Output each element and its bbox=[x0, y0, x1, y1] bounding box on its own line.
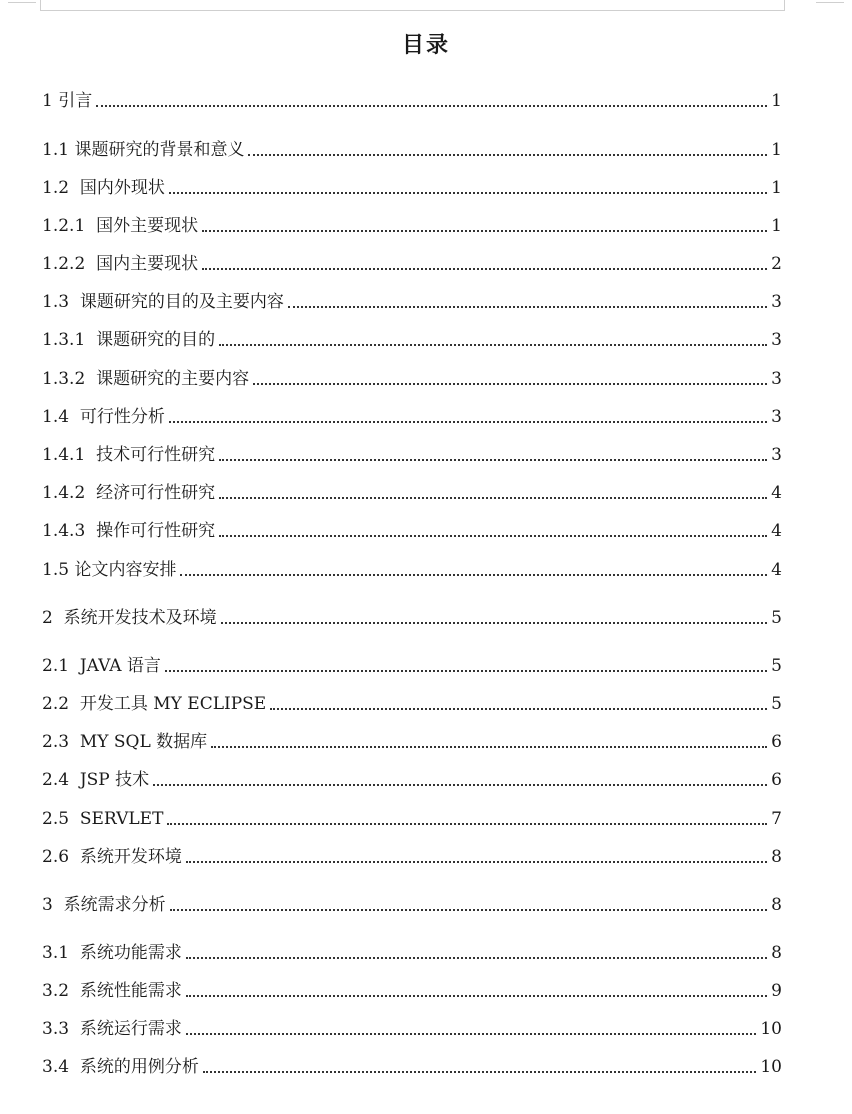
toc-dot-leader bbox=[202, 230, 767, 232]
toc-entry[interactable] bbox=[42, 767, 782, 791]
toc-entry[interactable] bbox=[42, 653, 782, 677]
page-corner-mark bbox=[8, 2, 36, 3]
toc-entry[interactable] bbox=[42, 1054, 782, 1078]
toc-dot-leader bbox=[186, 1033, 757, 1035]
toc-dot-leader bbox=[202, 268, 767, 270]
toc-entry-page: 9 bbox=[771, 981, 782, 1001]
toc-entry[interactable] bbox=[42, 327, 782, 351]
toc-entry-label: 3.2 系统性能需求 bbox=[42, 981, 182, 1001]
toc-entry-label: 3.3 系统运行需求 bbox=[42, 1019, 182, 1039]
toc-entry-page: 6 bbox=[771, 732, 782, 752]
toc-entry-page: 10 bbox=[760, 1019, 782, 1039]
toc-entry-page: 1 bbox=[771, 216, 782, 236]
toc-entry[interactable] bbox=[42, 137, 782, 161]
toc-entry-label: 1.4.1 技术可行性研究 bbox=[42, 445, 216, 465]
toc-entry[interactable] bbox=[42, 844, 782, 868]
toc-entry[interactable] bbox=[42, 366, 782, 390]
toc-dot-leader bbox=[219, 344, 767, 346]
toc-entry-page: 1 bbox=[771, 91, 782, 111]
toc-entry-label: 2.6 系统开发环境 bbox=[42, 847, 182, 867]
toc-entry-page: 1 bbox=[771, 140, 782, 160]
toc-entry-page: 10 bbox=[760, 1057, 782, 1077]
toc-dot-leader bbox=[186, 861, 767, 863]
toc-entry-page: 5 bbox=[771, 694, 782, 714]
toc-entry-page: 5 bbox=[771, 608, 782, 628]
toc-entry[interactable] bbox=[42, 806, 782, 830]
toc-entry-page: 1 bbox=[771, 178, 782, 198]
toc-dot-leader bbox=[221, 622, 768, 624]
toc-entry-label: 1.5 论文内容安排 bbox=[42, 560, 177, 580]
toc-entry-label: 1.4.3 操作可行性研究 bbox=[42, 521, 216, 541]
toc-entry-page: 3 bbox=[771, 330, 782, 350]
toc-entry-label: 1.3.2 课题研究的主要内容 bbox=[42, 369, 250, 389]
toc-entry-label: 3 系统需求分析 bbox=[42, 895, 166, 915]
page-border bbox=[40, 0, 785, 11]
toc-dot-leader bbox=[253, 383, 767, 385]
toc-entry-label: 1.3 课题研究的目的及主要内容 bbox=[42, 292, 284, 312]
toc-entry[interactable] bbox=[42, 729, 782, 753]
toc-entry[interactable] bbox=[42, 518, 782, 542]
toc-entry-label: 1.4 可行性分析 bbox=[42, 407, 165, 427]
toc-entry-page: 3 bbox=[771, 369, 782, 389]
toc-dot-leader bbox=[180, 574, 767, 576]
toc-entry-page: 8 bbox=[771, 943, 782, 963]
toc-entry[interactable] bbox=[42, 289, 782, 313]
toc-dot-leader bbox=[219, 459, 767, 461]
toc-entry-page: 3 bbox=[771, 407, 782, 427]
toc-entry-label: 2.4 JSP 技术 bbox=[42, 770, 150, 790]
toc-dot-leader bbox=[219, 497, 767, 499]
toc-title: 目录 bbox=[401, 33, 450, 58]
toc-entry[interactable] bbox=[42, 404, 782, 428]
toc-dot-leader bbox=[186, 957, 767, 959]
toc-dot-leader bbox=[248, 154, 767, 156]
toc-entry[interactable] bbox=[42, 88, 782, 112]
toc-entry-page: 3 bbox=[771, 292, 782, 312]
toc-entry-label: 2.2 开发工具 MY ECLIPSE bbox=[42, 694, 267, 714]
toc-dot-leader bbox=[169, 421, 767, 423]
toc-dot-leader bbox=[186, 995, 767, 997]
toc-entry-label: 2.1 JAVA 语言 bbox=[42, 656, 161, 676]
toc-entry-label: 2 系统开发技术及环境 bbox=[42, 608, 217, 628]
toc-entry-label: 1.2.1 国外主要现状 bbox=[42, 216, 199, 236]
toc-dot-leader bbox=[288, 306, 767, 308]
toc-entry[interactable] bbox=[42, 892, 782, 916]
toc-entry-label: 3.1 系统功能需求 bbox=[42, 943, 182, 963]
toc-entry[interactable] bbox=[42, 442, 782, 466]
toc-entry-label: 1.4.2 经济可行性研究 bbox=[42, 483, 216, 503]
toc-entry-page: 5 bbox=[771, 656, 782, 676]
toc-entry-page: 7 bbox=[771, 809, 782, 829]
toc-entry[interactable] bbox=[42, 251, 782, 275]
toc-entry-label: 1 引言 bbox=[42, 91, 93, 111]
page-corner-mark bbox=[816, 2, 844, 3]
toc-entry[interactable] bbox=[42, 213, 782, 237]
toc-dot-leader bbox=[270, 708, 767, 710]
toc-entry[interactable] bbox=[42, 691, 782, 715]
toc-entry-label: 1.3.1 课题研究的目的 bbox=[42, 330, 216, 350]
toc-dot-leader bbox=[170, 909, 768, 911]
toc-entry-page: 4 bbox=[771, 560, 782, 580]
toc-entry-label: 1.2.2 国内主要现状 bbox=[42, 254, 199, 274]
toc-dot-leader bbox=[153, 784, 767, 786]
toc-dot-leader bbox=[167, 823, 767, 825]
toc-entry-page: 6 bbox=[771, 770, 782, 790]
toc-entry-label: 1.2 国内外现状 bbox=[42, 178, 165, 198]
toc-entry[interactable] bbox=[42, 940, 782, 964]
toc-entry[interactable] bbox=[42, 175, 782, 199]
toc-entry-label: 1.1 课题研究的背景和意义 bbox=[42, 140, 245, 160]
toc-dot-leader bbox=[219, 535, 767, 537]
toc-entry-page: 3 bbox=[771, 445, 782, 465]
toc-entry-label: 2.5 SERVLET bbox=[42, 809, 164, 829]
toc-entry[interactable] bbox=[42, 557, 782, 581]
toc-entry[interactable] bbox=[42, 480, 782, 504]
toc-entry-page: 8 bbox=[771, 895, 782, 915]
toc-dot-leader bbox=[169, 192, 767, 194]
toc-dot-leader bbox=[165, 670, 767, 672]
toc-entry-page: 4 bbox=[771, 521, 782, 541]
toc-dot-leader bbox=[203, 1071, 757, 1073]
toc-entry[interactable] bbox=[42, 1016, 782, 1040]
toc-entry-page: 8 bbox=[771, 847, 782, 867]
toc-dot-leader bbox=[96, 105, 767, 107]
toc-entry-page: 4 bbox=[771, 483, 782, 503]
toc-entry-label: 2.3 MY SQL 数据库 bbox=[42, 732, 208, 752]
toc-dot-leader bbox=[211, 746, 767, 748]
toc-entry[interactable] bbox=[42, 605, 782, 629]
toc-entry[interactable] bbox=[42, 978, 782, 1002]
toc-entry-label: 3.4 系统的用例分析 bbox=[42, 1057, 199, 1077]
toc-entry-page: 2 bbox=[771, 254, 782, 274]
